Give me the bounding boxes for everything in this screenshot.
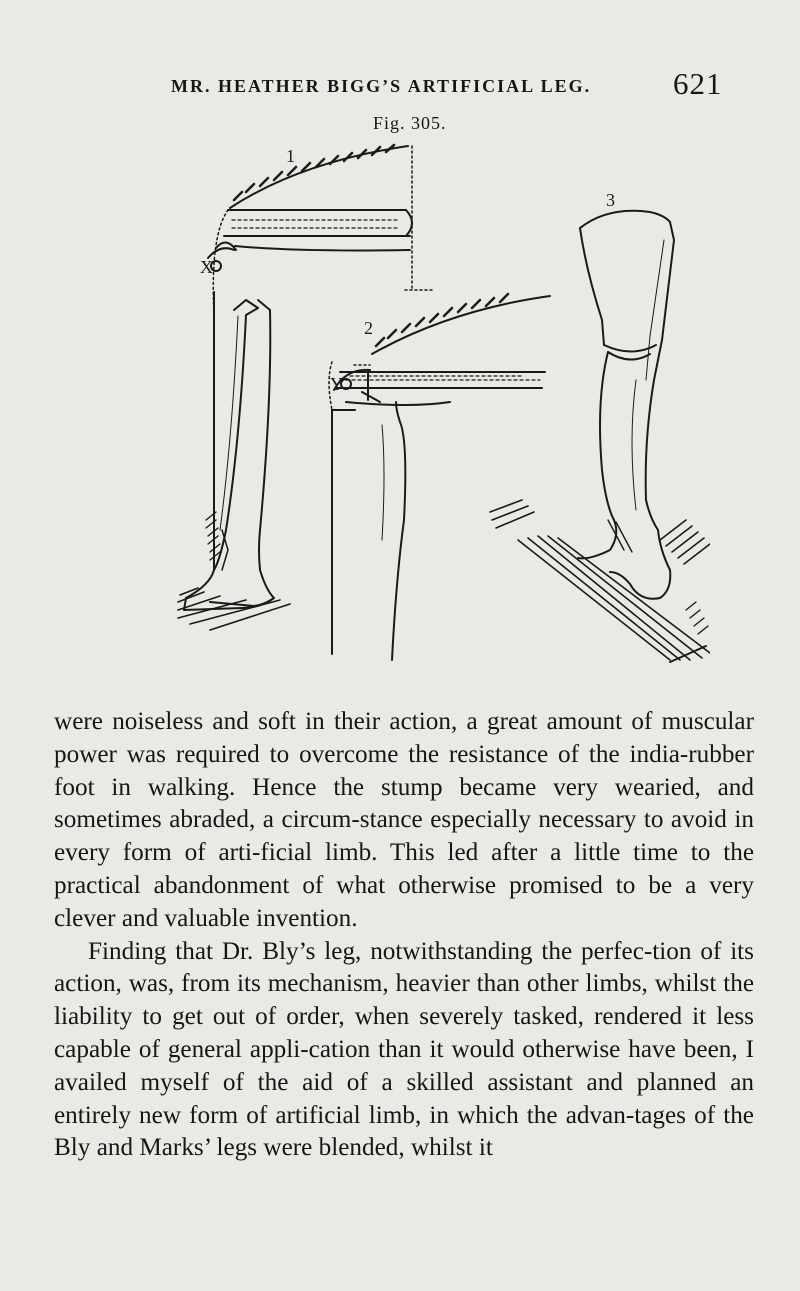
body-text — [54, 706, 754, 1165]
paragraph-2: Finding that Dr. Bly’s leg, notwithstanding the perfec-tion of its action, was, from its mechanism, heavier than other limbs, whilst the liability to get out of order, when severely tasked, rendered it less capable of general appli-cation than it would otherwise have been, I availed myself of the aid of a skilled assistant and planned an entirely new form of artificial limb, in which the advan-tages of the Bly and Marks’ legs were blended, whilst it — [54, 937, 754, 1162]
leg-3-illustration — [490, 190, 710, 662]
running-head: MR. HEATHER BIGG’S ARTIFICIAL LEG. — [171, 76, 592, 96]
paragraph-1: were noiseless and soft in their action, a great amount of muscular power was required to overcome the resistance of the india-rubber foot in walking. Hence the stump became very wearied, and sometimes abraded, a circum-stance especially necessary to avoid in every form of arti-ficial limb. This led after a little time to the practical abandonment of what otherwise promised to be a very clever and valuable invention. — [54, 708, 754, 932]
leg-2-illustration — [329, 294, 550, 660]
page-header — [0, 66, 800, 100]
label-x: X — [200, 257, 213, 277]
page-number: 621 — [673, 66, 723, 101]
figure-illustration — [150, 140, 710, 700]
figure-caption: Fig. 305. — [373, 113, 447, 133]
artificial-leg-drawing — [150, 140, 710, 700]
label-y: Y — [330, 374, 343, 394]
label-1: 1 — [286, 146, 295, 166]
label-3: 3 — [606, 190, 615, 210]
label-2: 2 — [364, 318, 373, 338]
